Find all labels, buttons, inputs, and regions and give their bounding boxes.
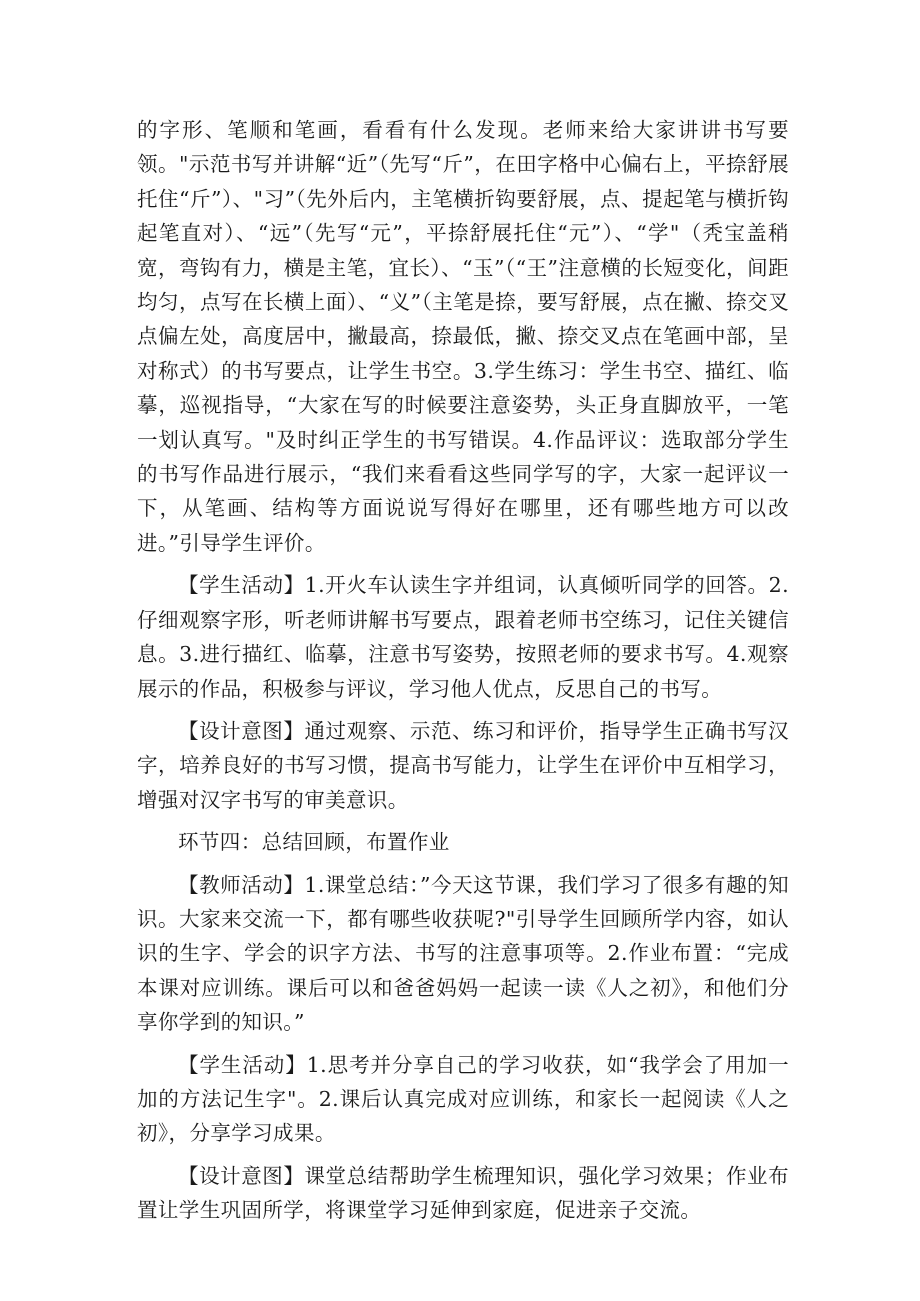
section-heading: 环节四：总结回顾，布置作业	[178, 830, 450, 855]
paragraph-design-intent: 【设计意图】通过观察、示范、练习和评价，指导学生正确书写汉字，培养良好的书写习惯，提高书写能力，让学生在评价中互相学习，增强对汉字书写的审美意识。	[137, 718, 789, 812]
paragraph-student-activity-2: 【学生活动】1.思考并分享自己的学习收获，如“我学会了用加一加的方法记生字"。2.课后认真完成对应训练，和家长一起阅读《人之初》，分享学习成果。	[137, 1052, 789, 1146]
document-page	[137, 113, 789, 1228]
paragraph-student-activity: 【学生活动】1.开火车认读生字并组词，认真倾听同学的回答。2.仔细观察字形，听老师讲解书写要点，跟着老师书空练习，记住关键信息。3.进行描红、临摹，注意书写姿势，按照老师的要求书写。4.观察展示的作品，积极参与评议，学习他人优点，反思自己的书写。	[137, 573, 789, 701]
paragraph-design-intent-2: 【设计意图】课堂总结帮助学生梳理知识，强化学习效果；作业布置让学生巩固所学，将课堂学习延伸到家庭，促进亲子交流。	[137, 1163, 789, 1223]
paragraph-teacher-activity: 【教师活动】1.课堂总结：”今天这节课，我们学习了很多有趣的知识。大家来交流一下，都有哪些收获呢?"引导学生回顾所学内容，如认识的生字、学会的识字方法、书写的注意事项等。2.作业布置：“完成本课对应训练。课后可以和爸爸妈妈一起读一读《人之初》，和他们分享你学到的知识。”	[137, 872, 789, 1035]
paragraph-writing-guidance: 的字形、笔顺和笔画，看看有什么发现。老师来给大家讲讲书写要领。"示范书写并讲解“近”（先写“斤”，在田字格中心偏右上，平捺舒展托住“斤”）、"习”（先外后内，主笔横折钩要舒展，点、提起笔与横折钩起笔直对）、“远”（先写“元”，平捺舒展托住“元”）、“学"（秃宝盖稍宽，弯钩有力，横是主笔，宜长）、“玉”（“王”注意横的长短变化，间距均匀，点写在长横上面）、“义”（主笔是捺，要写舒展，点在撇、捺交叉点偏左处，高度居中，撇最高，捺最低，撇、捺交叉点在笔画中部，呈对称式）的书写要点，让学生书空。3.学生练习：学生书空、描红、临摹，巡视指导，“大家在写的时候要注意姿势，头正身直脚放平，一笔一划认真写。"及时纠正学生的书写错误。4.作品评议：选取部分学生的书写作品进行展示，“我们来看看这些同学写的字，大家一起评议一下，从笔画、结构等方面说说写得好在哪里，还有哪些地方可以改进。”引导学生评价。	[137, 118, 789, 555]
